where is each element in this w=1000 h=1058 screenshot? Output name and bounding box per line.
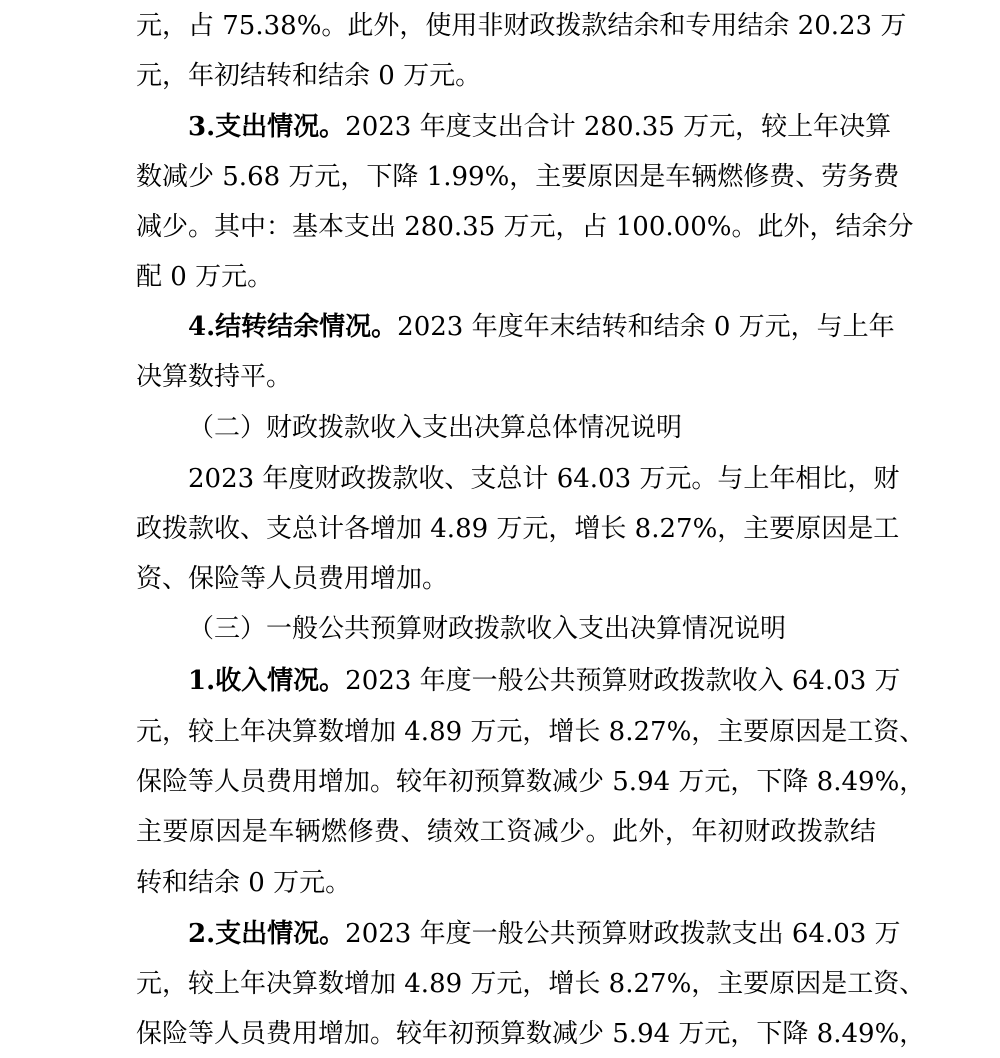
line-text: 2023 年度一般公共预算财政拨款支出 64.03 万 (345, 919, 901, 949)
section-paragraph-first-line (188, 664, 901, 698)
line-text: 数减少 5.68 万元，下降 1.99%，主要原因是车辆燃修费、劳务费 (136, 162, 900, 192)
section-lead-label: 3.支出情况。 (188, 112, 346, 142)
line-text: 政拨款收、支总计各增加 4.89 万元，增长 8.27%，主要原因是工 (136, 514, 900, 544)
body-line (136, 9, 907, 43)
section-lead-label: 4.结转结余情况。 (188, 312, 398, 342)
line-text: 元，年初结转和结余 0 万元。 (136, 61, 482, 91)
line-text: 元，占 75.38%。此外，使用非财政拨款结余和专用结余 20.23 万 (136, 11, 907, 41)
body-line (136, 160, 900, 194)
section-paragraph-first-line (188, 917, 901, 951)
line-text: 决算数持平。 (136, 362, 293, 392)
body-line (136, 512, 900, 546)
body-line (136, 210, 914, 244)
line-text: 资、保险等人员费用增加。 (136, 564, 449, 594)
line-text: 主要原因是车辆燃修费、绩效工资减少。此外，年初财政拨款结 (136, 817, 876, 847)
section-lead-label: 1.收入情况。 (188, 666, 346, 696)
body-line (136, 562, 876, 596)
line-text: 元，较上年决算数增加 4.89 万元，增长 8.27%，主要原因是工资、 (136, 717, 926, 747)
section-heading (188, 411, 876, 445)
paragraph-first-line (188, 462, 900, 496)
line-text: 减少。其中：基本支出 280.35 万元，占 100.00%。此外，结余分 (136, 212, 914, 242)
line-text: 2023 年度财政拨款收、支总计 64.03 万元。与上年相比，财 (188, 464, 900, 494)
body-line (136, 260, 876, 294)
section-paragraph-first-line (188, 110, 892, 144)
line-text: 保险等人员费用增加。较年初预算数减少 5.94 万元，下降 8.49%， (136, 767, 926, 797)
line-text: 2023 年度一般公共预算财政拨款收入 64.03 万 (345, 666, 901, 696)
line-text: 保险等人员费用增加。较年初预算数减少 5.94 万元，下降 8.49%， (136, 1019, 926, 1049)
body-line (136, 866, 876, 900)
line-text: 2023 年度年末结转和结余 0 万元，与上年 (397, 312, 895, 342)
body-line (136, 1017, 926, 1051)
body-line (136, 765, 926, 799)
body-line (136, 715, 926, 749)
body-line (136, 815, 876, 849)
heading-text: （二）财政拨款收入支出决算总体情况说明 (188, 413, 683, 443)
body-line (136, 360, 876, 394)
heading-text: （三）一般公共预算财政拨款收入支出决算情况说明 (188, 614, 787, 644)
line-text: 转和结余 0 万元。 (136, 868, 352, 898)
section-lead-label: 2.支出情况。 (188, 919, 346, 949)
body-line (136, 967, 926, 1001)
line-text: 2023 年度支出合计 280.35 万元，较上年决算 (345, 112, 892, 142)
body-line (136, 59, 876, 93)
section-paragraph-first-line (188, 310, 895, 344)
line-text: 元，较上年决算数增加 4.89 万元，增长 8.27%，主要原因是工资、 (136, 969, 926, 999)
section-heading (188, 612, 876, 646)
line-text: 配 0 万元。 (136, 262, 274, 292)
